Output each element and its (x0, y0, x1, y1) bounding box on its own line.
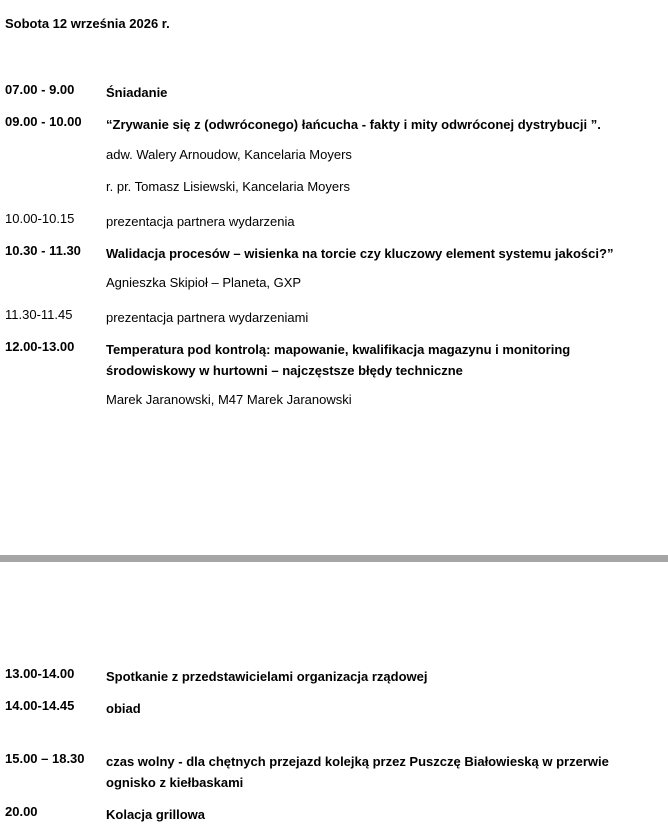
agenda-title: “Zrywanie się z (odwróconego) łańcucha - fakty i mity odwróconej dystrybucji ”. (106, 117, 601, 132)
agenda-title: prezentacja partnera wydarzenia (106, 214, 295, 229)
agenda-speaker: Marek Jaranowski, M47 Marek Jaranowski (106, 392, 352, 407)
agenda-title: Walidacja procesów – wisienka na torcie czy kluczowy element systemu jakości?” (106, 246, 614, 261)
page-separator (0, 555, 668, 562)
agenda-speaker: r. pr. Tomasz Lisiewski, Kancelaria Moyers (106, 179, 350, 194)
agenda-time: 15.00 – 18.30 (5, 751, 85, 766)
agenda-time: 14.00-14.45 (5, 698, 75, 713)
page-2 (0, 562, 668, 833)
agenda-time: 10.30 - 11.30 (5, 243, 81, 258)
agenda-title: Śniadanie (106, 85, 168, 100)
agenda-title: czas wolny - dla chętnych przejazd kolejką przez Puszczę Białowieską w przerwie ognisko z kiełbaskami (106, 754, 609, 790)
agenda-time: 10.00-10.15 (5, 211, 75, 226)
agenda-time: 07.00 - 9.00 (5, 82, 75, 97)
date-heading: Sobota 12 września 2026 r. (5, 16, 170, 31)
agenda-title: Kolacja grillowa (106, 807, 205, 822)
agenda-speaker: adw. Walery Arnoudow, Kancelaria Moyers (106, 147, 352, 162)
agenda-time: 11.30-11.45 (5, 307, 73, 322)
agenda-title: obiad (106, 701, 141, 716)
agenda-time: 12.00-13.00 (5, 339, 75, 354)
agenda-time: 13.00-14.00 (5, 666, 75, 681)
agenda-time: 09.00 - 10.00 (5, 114, 82, 129)
agenda-speaker: Agnieszka Skipioł – Planeta, GXP (106, 275, 302, 290)
agenda-time: 20.00 (5, 804, 38, 819)
agenda-title: Spotkanie z przedstawicielami organizacja rządowej (106, 669, 428, 684)
agenda-title: Temperatura pod kontrolą: mapowanie, kwalifikacja magazynu i monitoring środowiskowy w hurtowni – najczęstsze błędy techniczne (106, 342, 571, 378)
agenda-title: prezentacja partnera wydarzeniami (106, 310, 309, 325)
